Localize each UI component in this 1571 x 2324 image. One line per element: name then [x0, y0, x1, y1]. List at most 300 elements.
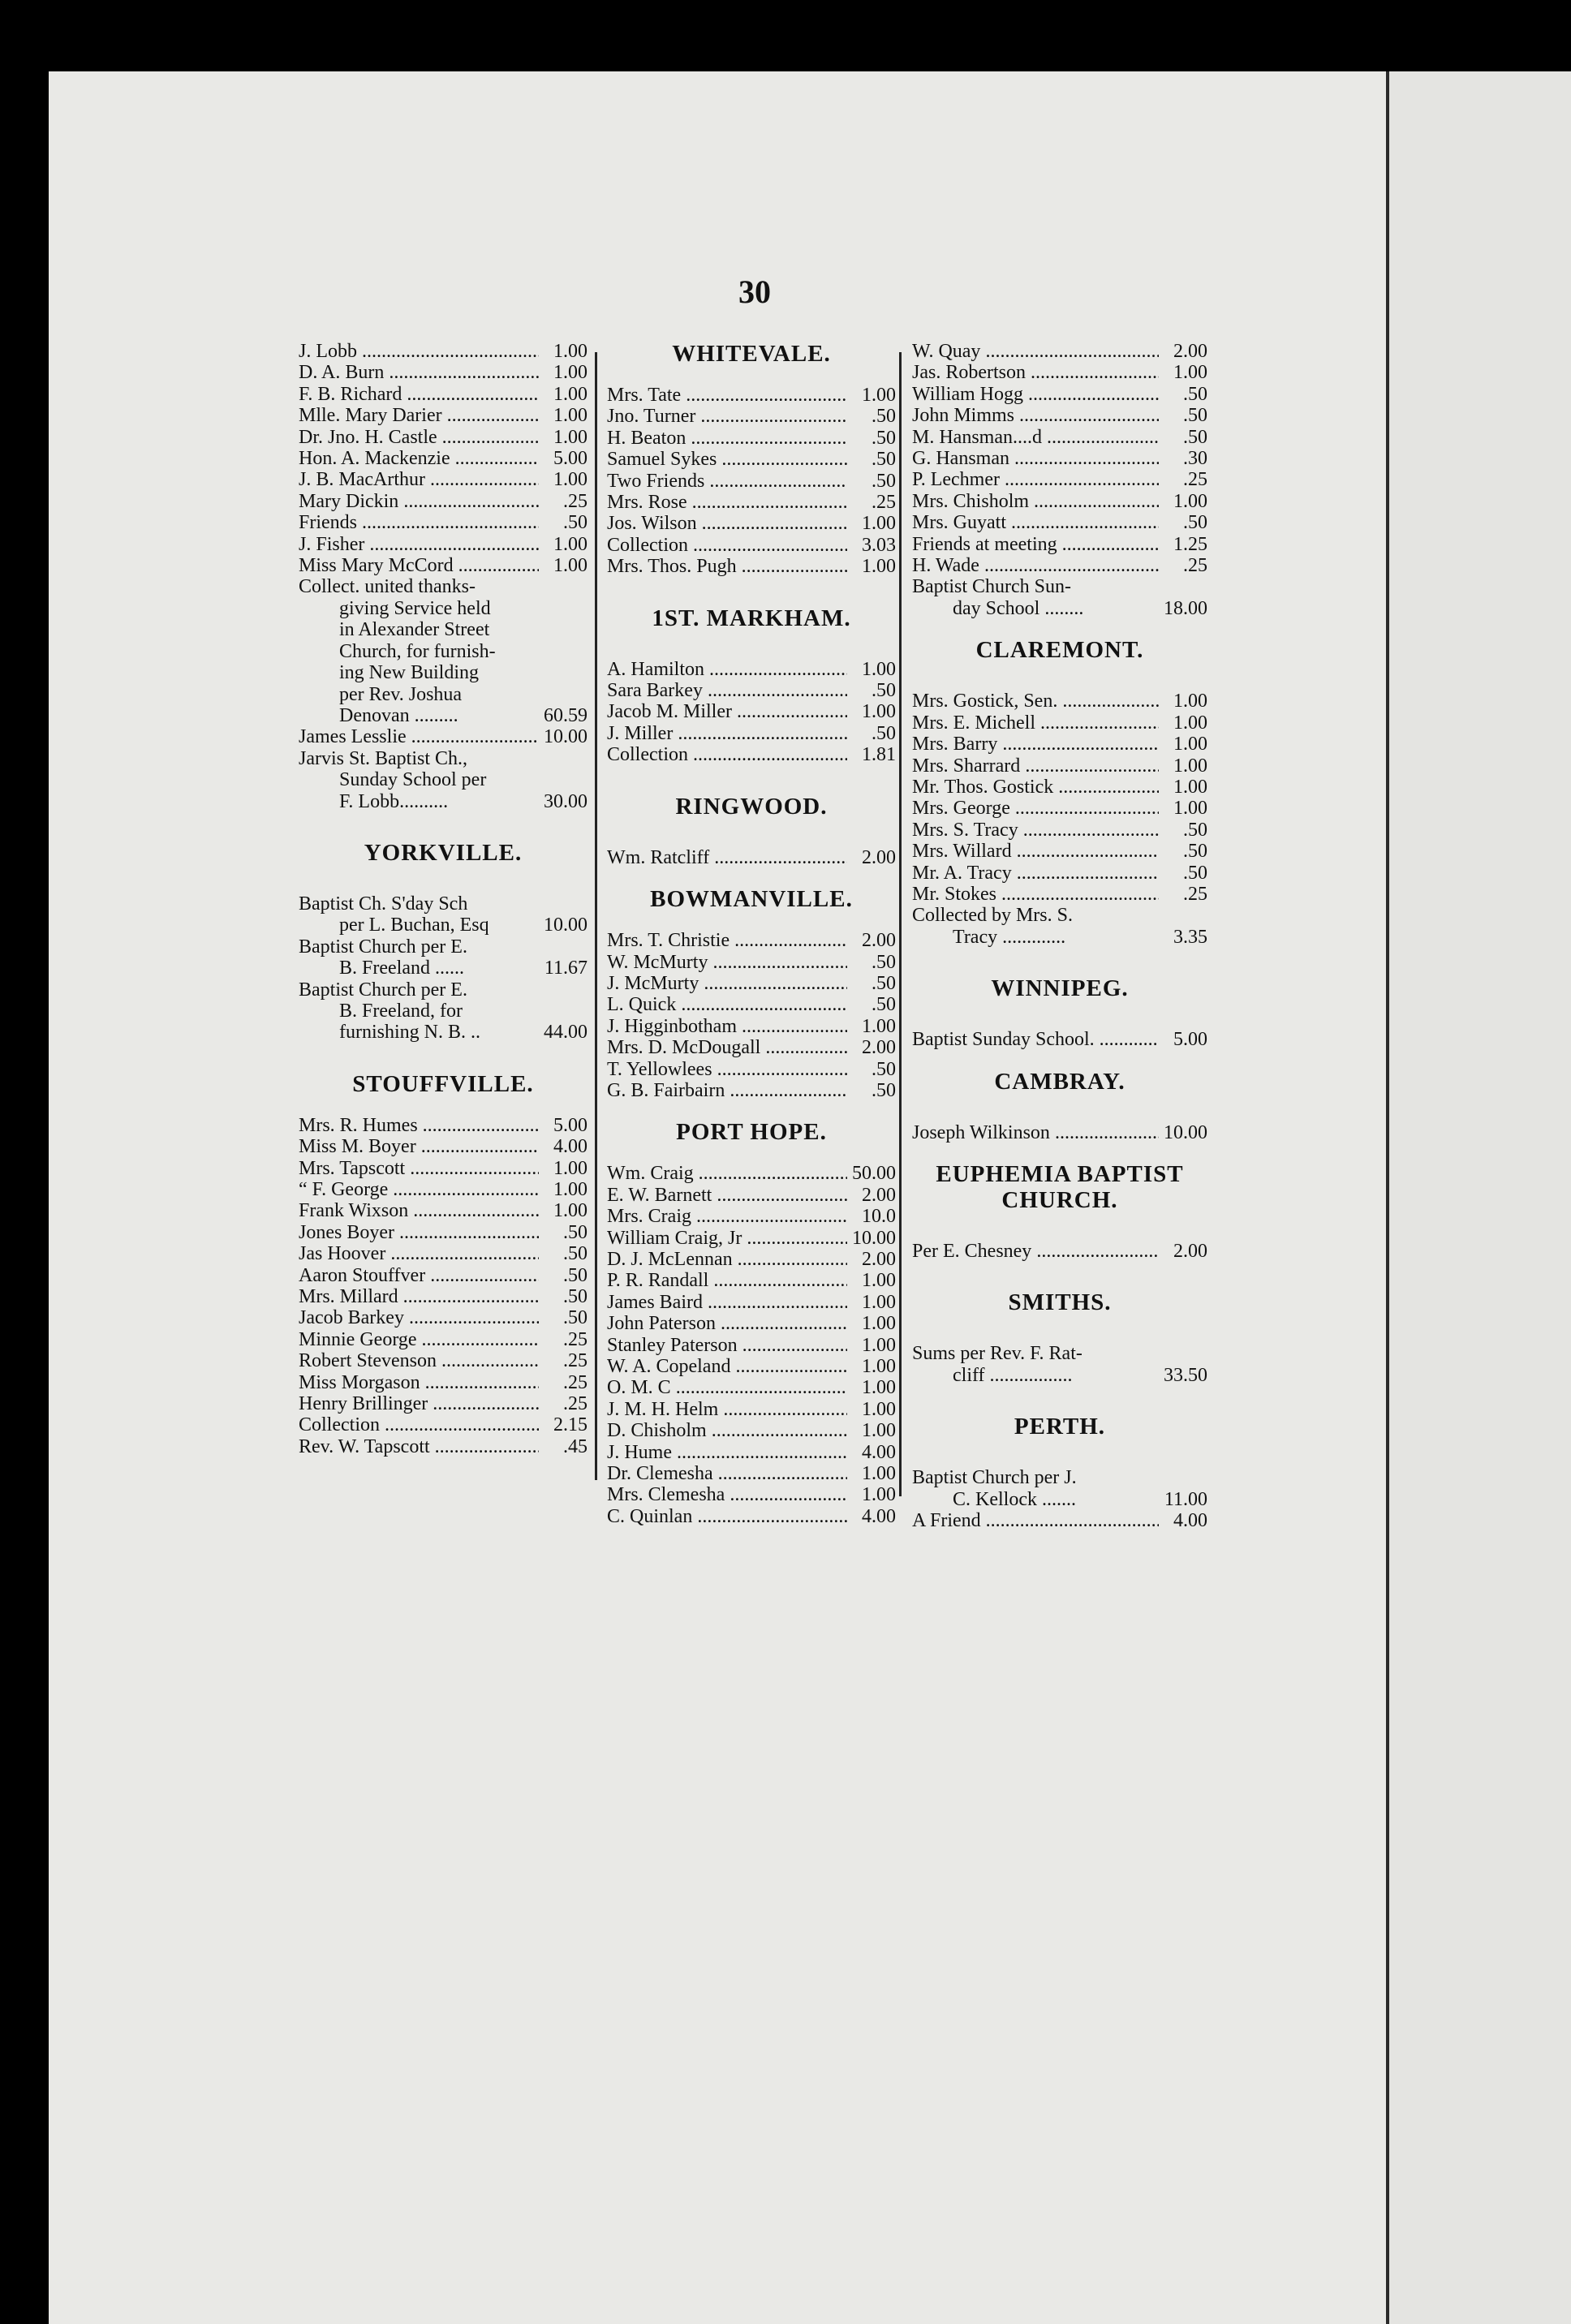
list-item [912, 555, 1207, 576]
list-euphemia [912, 1241, 1207, 1262]
section-heading-yorkville: YORKVILLE. [364, 839, 523, 866]
entry-name: D. Chisholm ..... [607, 1420, 847, 1441]
entry-block [299, 576, 588, 726]
entry-name: Wm. Craig ..... [607, 1163, 847, 1184]
entry-amount: 33.50 [1164, 1364, 1207, 1386]
list-item [299, 1115, 588, 1136]
section-heading-euphemia: EUPHEMIA BAPTIST CHURCH. [936, 1160, 1184, 1213]
list-item [912, 691, 1207, 712]
list-bowmanville [607, 930, 896, 1101]
entry-amount: 2.00 [862, 1248, 896, 1270]
list-item [607, 535, 896, 556]
list-item [299, 405, 588, 426]
entry-name: H. Wade ..... [912, 555, 1159, 576]
entry-text: Baptist Church per J. C. Kellock ....... [912, 1467, 1077, 1510]
list-item [912, 405, 1207, 426]
entry-block [299, 748, 588, 812]
entry-amount: .50 [872, 449, 896, 471]
entry-amount: 3.35 [1173, 926, 1207, 948]
list-ringwood [607, 847, 896, 868]
list-perth [912, 1510, 1207, 1531]
entry-amount: 2.00 [862, 846, 896, 868]
entry-name: P. Lechmer ..... [912, 469, 1159, 490]
entry-name: Mrs. Craig ..... [607, 1206, 847, 1227]
entry-amount: 50.00 [852, 1163, 896, 1185]
entry-name: Stanley Paterson ..... [607, 1335, 847, 1356]
entry-block [299, 893, 588, 936]
entry-name: Joseph Wilkinson ..... [912, 1122, 1159, 1143]
entry-name: Jos. Wilson ..... [607, 513, 847, 534]
list-cambray [912, 1122, 1207, 1143]
entry-amount: .50 [563, 512, 588, 534]
entry-amount: 1.00 [1173, 776, 1207, 798]
entry-amount: 4.00 [553, 1136, 588, 1158]
list-item [299, 427, 588, 448]
list-item [607, 847, 896, 868]
entry-amount: .50 [563, 1221, 588, 1243]
entry-amount: .50 [1183, 819, 1207, 841]
entry-amount: 5.00 [1173, 1029, 1207, 1051]
list-item [299, 1200, 588, 1221]
entry-name: Mr. A. Tracy ..... [912, 863, 1159, 884]
entry-amount: .50 [872, 1079, 896, 1101]
entry-amount: .50 [1183, 512, 1207, 534]
entry-name: Two Friends ..... [607, 471, 847, 492]
section-heading-cambray: CAMBRAY. [994, 1068, 1126, 1095]
entry-name: J. Hume ..... [607, 1442, 847, 1463]
list-item [607, 1163, 896, 1184]
list-item [607, 680, 896, 701]
entry-amount: .25 [872, 492, 896, 514]
entry-amount: 1.00 [553, 469, 588, 491]
list-item [912, 755, 1207, 777]
entry-name: J. Miller ..... [607, 723, 847, 744]
list-item [607, 1420, 896, 1441]
entry-name: Mr. Thos. Gostick ..... [912, 777, 1159, 798]
section-heading-ringwood: RINGWOOD. [675, 793, 828, 820]
entry-amount: .25 [563, 1328, 588, 1350]
entry-name: Rev. W. Tapscott ..... [299, 1436, 539, 1457]
entry-name: A. Hamilton ..... [607, 659, 847, 680]
list-item [607, 492, 896, 513]
entry-name: Mrs. Chisholm ..... [912, 491, 1159, 512]
list-item [607, 1016, 896, 1037]
entry-name: Mary Dickin ..... [299, 491, 539, 512]
list-col3-a [912, 341, 1207, 576]
entry-amount: 1.00 [862, 1313, 896, 1335]
entry-name: James Baird ..... [607, 1292, 847, 1313]
entry-name: Mr. Stokes ..... [912, 884, 1159, 905]
entry-amount: 1.00 [1173, 755, 1207, 777]
entry-amount: .50 [1183, 426, 1207, 448]
list-markham [607, 659, 896, 766]
entry-name: J. McMurty ..... [607, 973, 847, 994]
list-item [299, 512, 588, 533]
entry-block [912, 1343, 1207, 1386]
column-2 [607, 341, 896, 1527]
entry-name: Mrs. Gostick, Sen. ..... [912, 691, 1159, 712]
list-item [912, 491, 1207, 512]
entry-text: Baptist Ch. S'day Sch per L. Buchan, Esq [299, 893, 489, 936]
entry-amount: 10.00 [544, 726, 588, 748]
entry-amount: 1.00 [553, 362, 588, 384]
list-item [607, 1506, 896, 1527]
list-item [912, 734, 1207, 755]
entry-amount: 30.00 [544, 790, 588, 812]
entry-amount: 1.00 [1173, 712, 1207, 734]
list-item [299, 1158, 588, 1179]
entry-block [912, 1467, 1207, 1510]
entry-amount: 1.00 [1173, 691, 1207, 712]
entry-amount: 1.00 [553, 1200, 588, 1222]
entry-name: Mrs. Guyatt ..... [912, 512, 1159, 533]
entry-amount: 1.00 [862, 1291, 896, 1313]
entry-amount: .50 [872, 680, 896, 702]
entry-amount: .50 [872, 994, 896, 1016]
entry-name: Dr. Clemesha ..... [607, 1463, 847, 1484]
list-item [607, 1463, 896, 1484]
entry-amount: 1.00 [862, 1377, 896, 1399]
list-item [912, 777, 1207, 798]
list-port-hope [607, 1163, 896, 1527]
entry-amount: .25 [1183, 555, 1207, 577]
entry-amount: 4.00 [1173, 1510, 1207, 1531]
list-item [299, 1372, 588, 1393]
list-item [299, 1414, 588, 1435]
entry-amount: 4.00 [862, 1441, 896, 1463]
entry-amount: 1.00 [862, 1463, 896, 1485]
entry-amount: .25 [563, 1393, 588, 1415]
list-item [607, 701, 896, 722]
entry-name: William Hogg ..... [912, 384, 1159, 405]
entry-name: Mrs. D. McDougall ..... [607, 1037, 847, 1058]
entry-block [912, 905, 1207, 948]
entry-amount: 1.00 [862, 701, 896, 723]
page-number: 30 [738, 273, 771, 310]
list-item [299, 1393, 588, 1414]
entry-amount: 3.03 [862, 534, 896, 556]
list-item [299, 1307, 588, 1328]
list-item [912, 884, 1207, 905]
entry-amount: 1.00 [862, 1420, 896, 1442]
entry-name: Jno. Turner ..... [607, 406, 847, 427]
entry-name: Mrs. T. Christie ..... [607, 930, 847, 951]
list-item [912, 1510, 1207, 1531]
list-item [912, 798, 1207, 819]
entry-name: G. B. Fairbairn ..... [607, 1080, 847, 1101]
entry-name: Dr. Jno. H. Castle ..... [299, 427, 539, 448]
entry-amount: .50 [872, 470, 896, 492]
list-item [607, 1080, 896, 1101]
entry-amount: 1.00 [862, 385, 896, 406]
entry-amount: 1.00 [553, 426, 588, 448]
column-rule [595, 352, 597, 1480]
entry-amount: 11.67 [544, 958, 588, 979]
list-item [299, 1286, 588, 1307]
entry-amount: 2.15 [553, 1414, 588, 1436]
list-item [299, 341, 588, 362]
list-item [299, 534, 588, 555]
entry-amount: 1.00 [862, 1356, 896, 1377]
entry-amount: 18.00 [1164, 597, 1207, 619]
list-item [912, 712, 1207, 734]
list-item [607, 1399, 896, 1420]
entry-name: Robert Stevenson ..... [299, 1350, 539, 1371]
list-item [607, 1059, 896, 1080]
list-item [607, 952, 896, 973]
entry-amount: 1.00 [553, 1157, 588, 1179]
entry-amount: 10.0 [862, 1206, 896, 1228]
entry-name: Henry Brillinger ..... [299, 1393, 539, 1414]
entry-amount: 1.81 [862, 744, 896, 766]
entry-name: O. M. C ..... [607, 1377, 847, 1398]
entry-name: “ F. George ..... [299, 1179, 539, 1200]
entry-name: Mrs. George ..... [912, 798, 1159, 819]
entry-amount: 1.00 [862, 658, 896, 680]
entry-text: Jarvis St. Baptist Ch., Sunday School per F. Lobb.......... [299, 747, 487, 812]
list-item [299, 1179, 588, 1200]
entry-name: D. A. Burn ..... [299, 362, 539, 383]
list-item [299, 362, 588, 383]
list-item [299, 1136, 588, 1157]
entry-name: A Friend ..... [912, 1510, 1159, 1531]
entry-block [299, 979, 588, 1044]
entry-name: D. J. McLennan ..... [607, 1249, 847, 1270]
entry-text: Collected by Mrs. S. Tracy ............. [912, 905, 1073, 948]
entry-name: Mrs. Sharrard ..... [912, 755, 1159, 777]
list-item [912, 448, 1207, 469]
entry-name: Jas Hoover ..... [299, 1243, 539, 1264]
entry-name: John Paterson ..... [607, 1313, 847, 1334]
entry-amount: .25 [563, 1350, 588, 1372]
entry-amount: 44.00 [544, 1022, 588, 1044]
entry-name: Samuel Sykes ..... [607, 449, 847, 470]
list-item [912, 1122, 1207, 1143]
list-item [607, 723, 896, 744]
section-heading-port-hope: PORT HOPE. [676, 1119, 827, 1146]
entry-amount: .50 [563, 1286, 588, 1308]
blocks-yorkville [299, 893, 588, 1044]
section-heading-bowmanville: BOWMANVILLE. [650, 886, 853, 913]
entry-name: Jacob Barkey ..... [299, 1307, 539, 1328]
entry-name: W. A. Copeland ..... [607, 1356, 847, 1377]
entry-amount: .50 [563, 1243, 588, 1265]
column-3 [912, 341, 1207, 1531]
entry-amount: 1.00 [553, 341, 588, 362]
entry-text: Collect. united thanks- giving Service held in Alexander Street Church, for furnish- ing New Building per Rev. Joshua Denovan ......... [299, 576, 496, 726]
list-item [299, 726, 588, 747]
entry-amount: .50 [872, 406, 896, 428]
list-item [299, 448, 588, 469]
entry-name: J. Lobb ..... [299, 341, 539, 362]
entry-amount: .50 [1183, 841, 1207, 863]
entry-name: Mrs. S. Tracy ..... [912, 820, 1159, 841]
entry-name: M. Hansman....d ..... [912, 427, 1159, 448]
entry-name: Mrs. E. Michell ..... [912, 712, 1159, 734]
entry-amount: 1.00 [1173, 490, 1207, 512]
entry-amount: 1.00 [553, 1179, 588, 1200]
entry-name: Mrs. Millard ..... [299, 1286, 539, 1307]
entry-name: C. Quinlan ..... [607, 1506, 847, 1527]
list-item [912, 384, 1207, 405]
entry-name: Collection ..... [299, 1414, 539, 1435]
list-item [607, 513, 896, 534]
entry-amount: 1.00 [553, 533, 588, 555]
entry-name: F. B. Richard ..... [299, 384, 539, 405]
entry-name: Mrs. Thos. Pugh ..... [607, 556, 847, 577]
column-rule [899, 352, 902, 1496]
entry-amount: 4.00 [862, 1505, 896, 1527]
entry-name: W. McMurty ..... [607, 952, 847, 973]
entry-amount: 1.00 [862, 1484, 896, 1506]
entry-amount: 5.00 [553, 448, 588, 470]
list-item [912, 362, 1207, 383]
entry-amount: 1.00 [862, 1015, 896, 1037]
list-item [912, 1241, 1207, 1262]
entry-amount: .45 [563, 1435, 588, 1457]
list-item [607, 1292, 896, 1313]
entry-amount: .25 [1183, 469, 1207, 491]
entry-name: P. R. Randall ..... [607, 1270, 847, 1291]
entry-amount: 1.00 [553, 383, 588, 405]
entry-name: H. Beaton ..... [607, 428, 847, 449]
entry-text: Baptist Church Sun- day School ........ [912, 576, 1084, 619]
entry-amount: .50 [1183, 383, 1207, 405]
entry-amount: 1.00 [553, 555, 588, 577]
entry-amount: 10.00 [852, 1227, 896, 1249]
entry-amount: .50 [872, 1058, 896, 1080]
entry-amount: 2.00 [1173, 341, 1207, 362]
section-heading-markham: 1ST. MARKHAM. [652, 605, 851, 631]
entry-amount: .25 [1183, 883, 1207, 905]
list-item [299, 1436, 588, 1457]
entry-amount: .50 [872, 951, 896, 973]
entry-name: Sara Barkey ..... [607, 680, 847, 701]
entry-amount: 1.00 [862, 1270, 896, 1292]
list-item [607, 1484, 896, 1505]
list-item [299, 469, 588, 490]
entry-amount: 1.00 [553, 405, 588, 427]
list-item [607, 1377, 896, 1398]
entry-amount: 1.25 [1173, 533, 1207, 555]
entry-name: Collection ..... [607, 744, 847, 765]
entry-text: Baptist Church per E. B. Freeland, for furnishing N. B. .. [299, 979, 480, 1044]
entry-name: Hon. A. Mackenzie ..... [299, 448, 539, 469]
entry-name: J. Fisher ..... [299, 534, 539, 555]
list-item [607, 1206, 896, 1227]
list-item [299, 1350, 588, 1371]
list-item [299, 1329, 588, 1350]
entry-name: Minnie George ..... [299, 1329, 539, 1350]
entry-name: Wm. Ratcliff ..... [607, 847, 847, 868]
entry-name: Mrs. Willard ..... [912, 841, 1159, 862]
entry-name: E. W. Barnett ..... [607, 1185, 847, 1206]
entry-name: Mrs. Clemesha ..... [607, 1484, 847, 1505]
entry-name: Mrs. Rose ..... [607, 492, 847, 513]
entry-name: Miss M. Boyer ..... [299, 1136, 539, 1157]
entry-name: L. Quick ..... [607, 994, 847, 1015]
list-item [299, 1243, 588, 1264]
entry-name: John Mimms ..... [912, 405, 1159, 426]
list-item [607, 1037, 896, 1058]
list-stouffville [299, 1115, 588, 1458]
entry-amount: 1.00 [862, 513, 896, 535]
entry-name: Jones Boyer ..... [299, 1222, 539, 1243]
entry-amount: 1.00 [862, 1398, 896, 1420]
entry-name: Jas. Robertson ..... [912, 362, 1159, 383]
list-item [912, 469, 1207, 490]
entry-name: Mlle. Mary Darier ..... [299, 405, 539, 426]
entry-amount: .50 [563, 1307, 588, 1329]
entry-name: Mrs. Tate ..... [607, 385, 847, 406]
entry-text: Sums per Rev. F. Rat- cliff ................. [912, 1343, 1082, 1386]
entry-name: Mrs. Tapscott ..... [299, 1158, 539, 1179]
section-heading-whitevale: WHITEVALE. [672, 341, 831, 367]
list-item [607, 973, 896, 994]
section-heading-winnipeg: WINNIPEG. [991, 975, 1129, 1002]
entry-name: Miss Morgason ..... [299, 1372, 539, 1393]
list-item [912, 512, 1207, 533]
list-item [299, 491, 588, 512]
list-item [607, 428, 896, 449]
entry-amount: 1.00 [1173, 362, 1207, 384]
list-item [912, 1029, 1207, 1050]
list-item [607, 1249, 896, 1270]
list-item [912, 341, 1207, 362]
section-heading-perth: PERTH. [1014, 1414, 1106, 1440]
section-heading-stouffville: STOUFFVILLE. [352, 1070, 534, 1097]
entry-amount: .25 [563, 1371, 588, 1393]
list-item [912, 863, 1207, 884]
entry-amount: .50 [563, 1264, 588, 1286]
list-item [607, 406, 896, 427]
entry-amount: 5.00 [553, 1114, 588, 1136]
entry-amount: 1.00 [1173, 798, 1207, 820]
entry-amount: .30 [1183, 448, 1207, 470]
list-item [607, 471, 896, 492]
entry-amount: 60.59 [544, 704, 588, 726]
section-heading-claremont: CLAREMONT. [975, 637, 1144, 664]
list-claremont [912, 691, 1207, 905]
entry-name: J. M. H. Helm ..... [607, 1399, 847, 1420]
entry-amount: .25 [563, 490, 588, 512]
entry-name: Mrs. Barry ..... [912, 734, 1159, 755]
facing-page-edge [1389, 71, 1571, 2324]
entry-name: Collection ..... [607, 535, 847, 556]
entry-amount: 1.00 [862, 1334, 896, 1356]
entry-name: G. Hansman ..... [912, 448, 1159, 469]
entry-name: Miss Mary McCord ..... [299, 555, 539, 576]
section-heading-smiths: SMITHS. [1008, 1289, 1112, 1316]
entry-name: Frank Wixson ..... [299, 1200, 539, 1221]
entry-name: William Craig, Jr ..... [607, 1228, 847, 1249]
entry-amount: 2.00 [1173, 1240, 1207, 1262]
entry-amount: .50 [872, 722, 896, 744]
list-item [607, 1313, 896, 1334]
list-col1-a [299, 341, 588, 576]
list-winnipeg [912, 1029, 1207, 1050]
entry-name: Baptist Sunday School. ..... [912, 1029, 1159, 1050]
entry-amount: 2.00 [862, 1184, 896, 1206]
list-item [912, 534, 1207, 555]
entry-name: Per E. Chesney ..... [912, 1241, 1159, 1262]
list-item [299, 384, 588, 405]
entry-name: Mrs. R. Humes ..... [299, 1115, 539, 1136]
entry-name: James Lesslie ..... [299, 726, 539, 747]
entry-amount: .50 [872, 427, 896, 449]
list-item [607, 1228, 896, 1249]
entry-amount: 2.00 [862, 930, 896, 952]
